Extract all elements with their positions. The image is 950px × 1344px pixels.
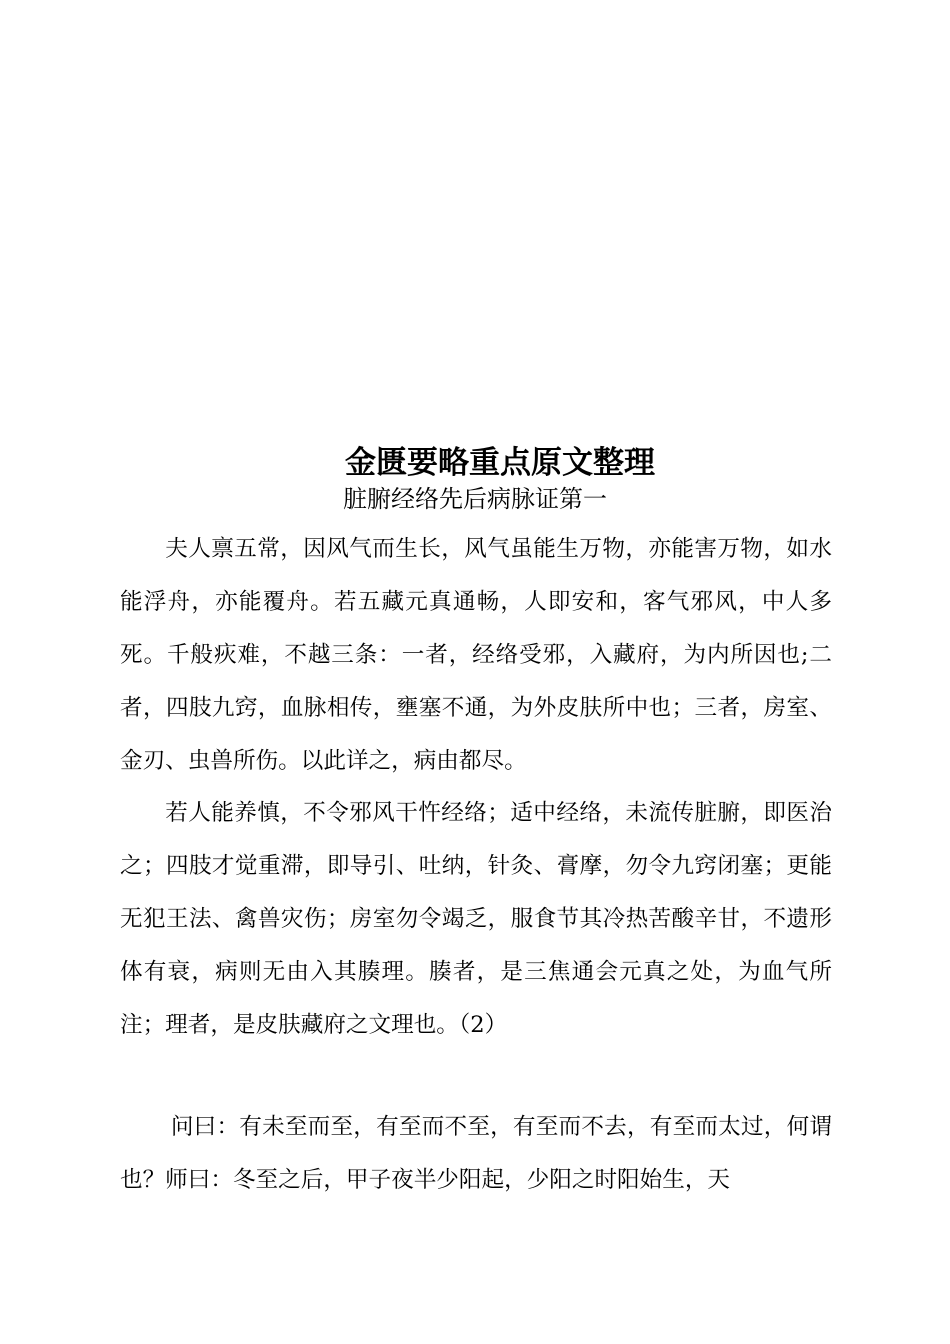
chapter-title: 脏腑经络先后病脉证第一 [343, 485, 607, 513]
paragraph: 若人能养慎，不令邪风干忤经络；适中经络，未流传脏腑，即医治之；四肢才觉重滞，即导引、吐纳，针灸、膏摩，勿令九窍闭塞；更能无犯王法、禽兽灾伤；房室勿令竭乏，服食节其冷热苦酸辛甘，不遗形体有衰，病则无由入其腠理。腠者，是三焦通会元真之处，为血气所注；理者，是皮肤藏府之文理也。（2） [120, 800, 832, 1038]
paragraph: 问曰：有未至而至，有至而不至，有至而不去，有至而太过，何谓也？师曰：冬至之后，甲子夜半少阳起，少阳之时阳始生，天 [120, 1114, 832, 1193]
paragraph: 夫人禀五常，因风气而生长，风气虽能生万物，亦能害万物，如水能浮舟，亦能覆舟。若五藏元真通畅，人即安和，客气邪风，中人多死。千般疢难，不越三条：一者，经络受邪，入藏府，为内所因也;二者，四肢九窍，血脉相传，壅塞不通，为外皮肤所中也；三者，房室、金刃、虫兽所伤。以此详之，病由都尽。 [120, 536, 832, 774]
document-title: 金匮要略重点原文整理 [345, 445, 655, 481]
